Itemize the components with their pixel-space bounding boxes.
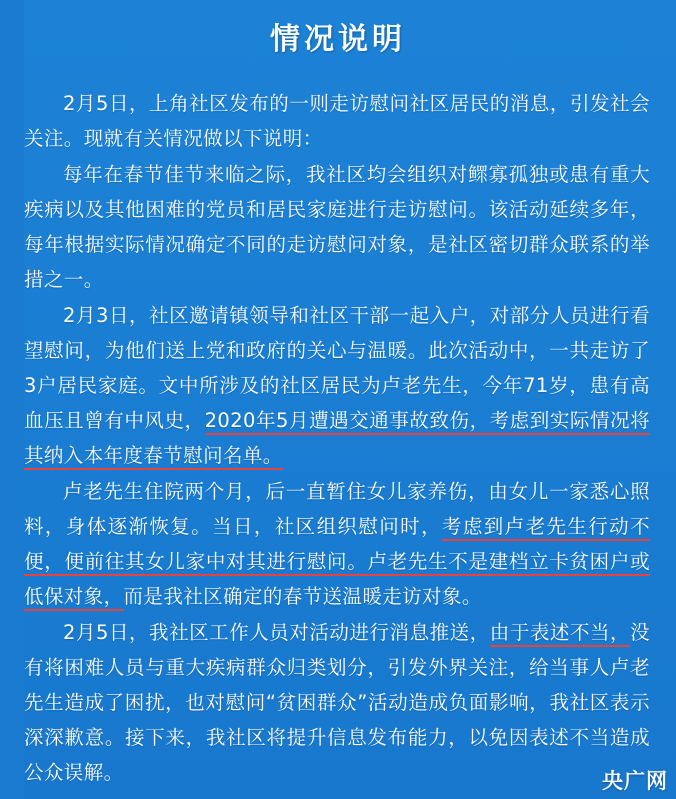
paragraph-1 (24, 86, 650, 156)
underlined-text: 由于表述不当， (490, 621, 630, 647)
underlined-text: 考虑到卢老先生行动不便，便前往其女儿家中对其进行慰问。 (24, 515, 650, 576)
underlined-text: 2020年5月遭遇交通事故致伤，考虑到实际情况将其纳入本年度春节慰问名单。 (24, 409, 650, 470)
left-margin-rail (0, 0, 24, 799)
document-body (0, 64, 676, 799)
paragraph-text: 2月5日，我社区工作人员对活动进行消息推送， (63, 621, 490, 644)
paragraph-text: 卢老先生住院两个月，后一直暂住女儿家养伤，由女儿一家悉心照料，身体逐渐恢复。当日，社区组织慰问时， (24, 480, 650, 538)
paragraph-2 (24, 157, 650, 297)
paragraph-text: 没有将困难人员与重大疾病群众归类划分，引发外界关注，给当事人卢老先生造成了困扰，也对慰问“贫困群众”活动造成负面影响，我社区表示深深歉意。接下来，我社区将提升信息发布能力，以免因表述不当造成公众误解。 (24, 621, 650, 784)
paragraph-3 (24, 298, 650, 473)
paragraph-text: 而是我社区确定的春节送温暖走访对象。 (123, 585, 482, 608)
paragraph-5 (24, 615, 650, 790)
paragraph-text: 每年在春节佳节来临之际，我社区均会组织对鳏寡孤独或患有重大疾病以及其他困难的党员和居民家庭进行走访慰问。该活动延续多年，每年根据实际情况确定不同的走访慰问对象，是社区密切群众联系的举措之一。 (24, 163, 650, 291)
page-title: 情况说明 (270, 22, 406, 57)
paragraph-text: 2月3日，社区邀请镇领导和社区干部一起入户，对部分人员进行看望慰问，为他们送上党和政府的关心与温暖。此次活动中，一共走访了3户居民家庭。文中所涉及的社区居民为卢老先生，今年71岁，患有高血压且曾有中风史， (24, 304, 650, 432)
paragraph-text: 2月5日，上角社区发布的一则走访慰问社区居民的消息，引发社会关注。现就有关情况做以下说明： (24, 92, 650, 150)
cnr-logo (602, 765, 668, 795)
watermark-footer (602, 765, 668, 795)
title-bar (0, 0, 676, 64)
cnr-logo-text: 央广网 (602, 769, 668, 793)
paragraph-4 (24, 474, 650, 614)
underlined-text: 卢老先生不是建档立卡贫困户或低保对象， (24, 550, 650, 611)
